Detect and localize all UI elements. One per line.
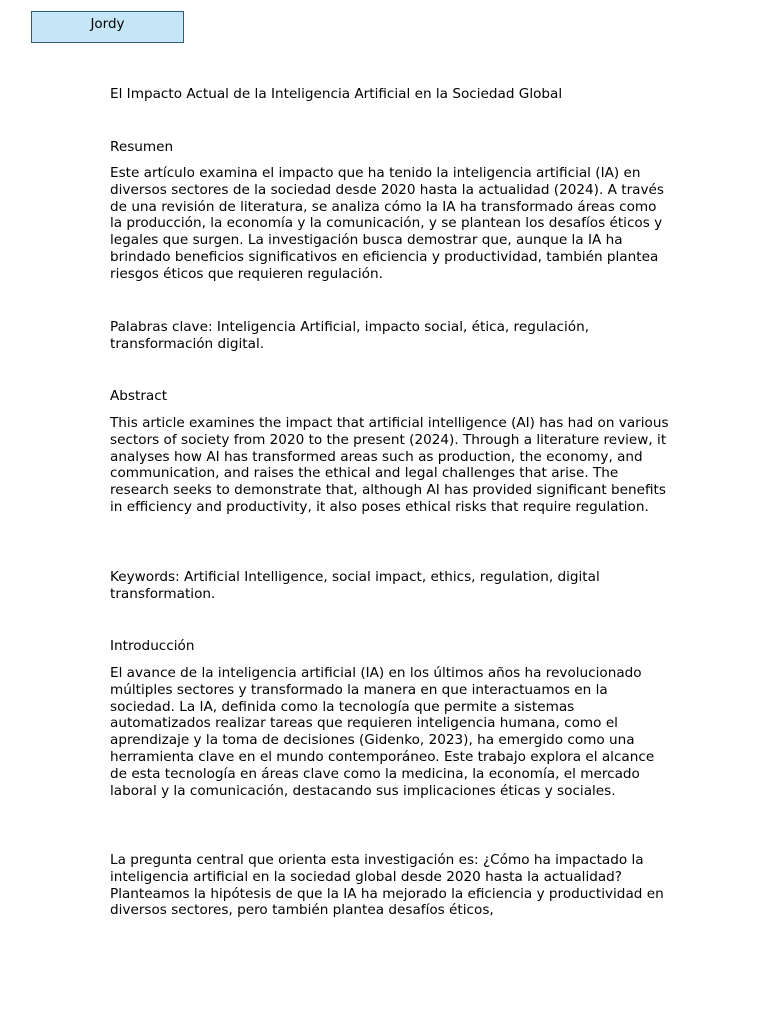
palabras-clave-paragraph: Palabras clave: Inteligencia Artificial, impacto social, ética, regulación, transformación digital. xyxy=(110,319,590,352)
introduccion-paragraph-2: La pregunta central que orienta esta investigación es: ¿Cómo ha impactado la inteligencia artificial en la sociedad global desde 2020 hasta la actualidad? Planteamos la hipótesis de que la IA ha mejorado la eficiencia y productividad en diversos sectores, pero también plantea desafíos éticos, xyxy=(110,852,664,919)
keywords-paragraph: Keywords: Artificial Intelligence, social impact, ethics, regulation, digital transformation. xyxy=(110,569,600,602)
document-title: El Impacto Actual de la Inteligencia Artificial en la Sociedad Global xyxy=(110,86,563,102)
resumen-heading: Resumen xyxy=(110,139,174,155)
introduccion-heading: Introducción xyxy=(110,638,195,654)
abstract-paragraph: This article examines the impact that artificial intelligence (AI) has had on various sectors of society from 2020 to the present (2024). Through a literature review, it analyses how AI has transformed areas such as production, the economy, and communication, and raises the ethical and legal challenges that arise. The research seeks to demonstrate that, although AI has provided significant benefits in efficiency and productivity, it also poses ethical risks that require regulation. xyxy=(110,415,669,515)
resumen-paragraph: Este artículo examina el impacto que ha tenido la inteligencia artificial (IA) en diversos sectores de la sociedad desde 2020 hasta la actualidad (2024). A través de una revisión de literatura, se analiza cómo la IA ha transformado áreas como la producción, la economía y la comunicación, y se plantean los desafíos éticos y legales que surgen. La investigación busca demostrar que, aunque la IA ha brindado beneficios significativos en eficiencia y productividad, también plantea riesgos éticos que requieren regulación. xyxy=(110,165,664,282)
abstract-heading: Abstract xyxy=(110,388,168,404)
introduccion-paragraph-1: El avance de la inteligencia artificial (IA) en los últimos años ha revolucionado múltiples sectores y transformado la manera en que interactuamos en la sociedad. La IA, definida como la tecnología que permite a sistemas automatizados realizar tareas que requieren inteligencia humana, como el aprendizaje y la toma de decisiones (Gidenko, 2023), ha emergido como una herramienta clave en el mundo contemporáneo. Este trabajo explora el alcance de esta tecnología en áreas clave como la medicina, la economía, el mercado laboral y la comunicación, destacando sus implicaciones éticas y sociales. xyxy=(110,665,655,799)
author-name-box[interactable]: Jordy xyxy=(31,11,184,43)
